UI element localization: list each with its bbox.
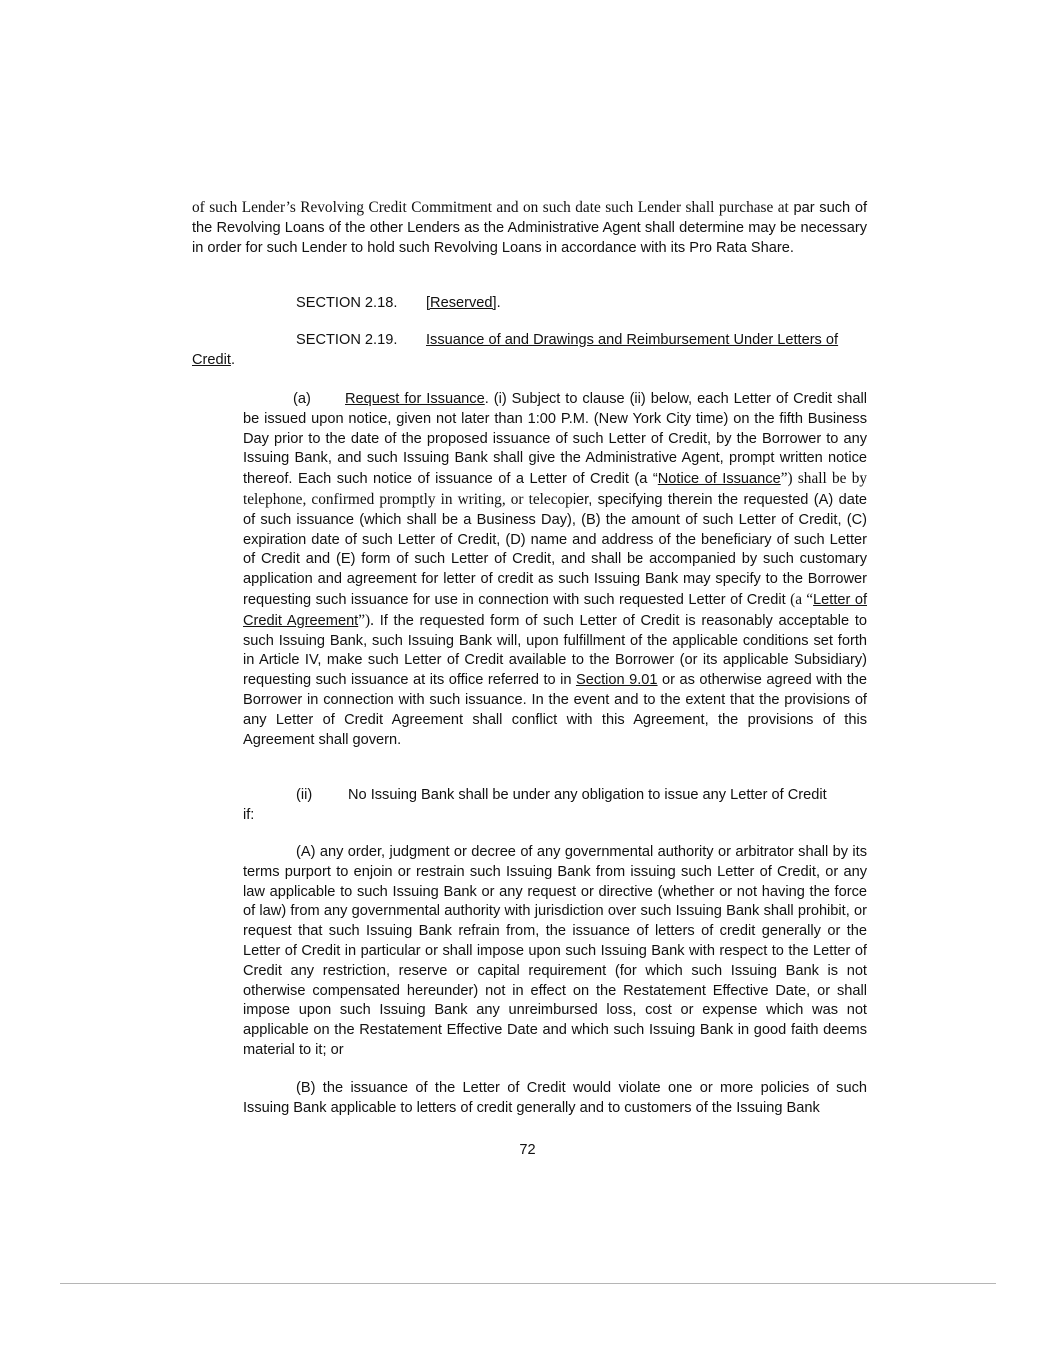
section-2-18-heading: [296, 294, 501, 314]
paragraph-a-text-3: If the requested form of such Letter of Credit is reasonably acceptable to such Issuing Bank, such Issuing Bank will, upon fulfillment of the applicable conditions set forth in Article IV, make such Letter of Credit available to the Borrower (or its applicable Subsidiary) requesting such issuance at its office referred to in: [243, 612, 867, 689]
paragraph-a-serif-open: (a “: [790, 590, 814, 608]
paragraph-ii-text: No Issuing Bank shall be under any obligation to issue any Letter of Credit: [348, 787, 827, 803]
section-2-18-title: [Reserved]: [426, 295, 497, 311]
carryover-serif-text: of such Lender’s Revolving Credit Commitment and on such date such Lender shall purchase at: [192, 199, 789, 216]
page-number: 72: [519, 1142, 536, 1158]
section-9-01-reference[interactable]: Section 9.01: [575, 672, 658, 689]
paragraph-a-text-4: or as otherwise agreed with the Borrower in connection with such issuance. In the event and to the extent that the provisions of any Letter of Credit Agreement shall conflict with this Agreement, the provisions of this Agreement shall govern.: [243, 672, 867, 748]
carryover-text: par such of the Revolving Loans of the other Lenders as the Administrative Agent shall determine may be necessary in order for such Lender to hold such Revolving Loans in accordance with its Pro Rata Share.: [192, 200, 868, 256]
paragraph-a-marker: (a): [293, 391, 311, 407]
quote-open: “: [652, 471, 658, 488]
defined-term-letter-of-credit-agreement: Letter of Credit Agreement: [243, 591, 867, 629]
section-2-19-title-line2: Credit: [192, 352, 231, 368]
paragraph-A: (A) any order, judgment or decree of any governmental authority or arbitrator shall by its terms purport to enjoin or restrain such Issuing Bank from issuing such Letter of Credit, or any law applicable to such Issuing Bank or any request or directive (whether or not having the force of law) from any governmental authority with jurisdiction over such Issuing Bank shall prohibit, or request that such Issuing Bank refrain from, the issuance of letters of credit generally or the Letter of Credit in particular or shall impose upon such Issuing Bank with respect to the Letter of Credit any restriction, reserve or capital requirement (for which such Issuing Bank is not otherwise compensated hereunder) not in effect on the Restatement Effective Date, or shall impose upon such Issuing Bank any unreimbursed loss, cost or expense which was not applicable on the Restatement Effective Date and which such Issuing Bank in good faith deems material to it; or: [243, 844, 867, 1058]
paragraph-a-serif-text: ”) shall be by telephone, confirmed promptly in writing, or telecop: [243, 470, 867, 508]
section-2-18-period: .: [496, 295, 501, 311]
paragraph-a-serif-close: ”).: [358, 611, 374, 629]
paragraph-a-heading: Request for Issuance: [345, 391, 485, 407]
section-2-19-period: .: [230, 352, 235, 368]
carryover-paragraph: [192, 198, 867, 258]
paragraph-ii: [296, 786, 827, 806]
page-divider: [60, 1283, 996, 1284]
paragraph-ii-marker: (ii): [296, 787, 313, 803]
defined-term-notice-of-issuance: Notice of Issuance: [657, 471, 781, 488]
section-2-19-title: Issuance of and Drawings and Reimbursement Under Letters of: [426, 332, 839, 348]
section-2-19-number: SECTION 2.19.: [296, 332, 398, 348]
paragraph-B: (B) the issuance of the Letter of Credit would violate one or more policies of such Issuing Bank applicable to letters of credit generally and to customers of the Issuing Bank: [243, 1080, 867, 1116]
section-2-19-heading: [296, 331, 838, 351]
paragraph-a: [243, 390, 867, 750]
paragraph-a-text-1: . (i) Subject to clause (ii) below, each Letter of Credit shall be issued upon notice, given not later than 1:00 P.M. (New York City time) on the fifth Business Day prior to the date of the proposed issuance of such Letter of Credit, by the Borrower to any Issuing Bank, and such Issuing Bank shall give the Administrative Agent, prompt written notice thereof. Each such notice of issuance of a Letter of Credit (a: [243, 391, 867, 488]
paragraph-ii-continuation: if:: [243, 807, 255, 823]
section-2-18-number: SECTION 2.18.: [296, 295, 398, 311]
section-2-19-title-continued: [192, 351, 235, 371]
paragraph-a-text-2: ier, specifying therein the requested (A) date of such issuance (which shall be a Business Day), (B) the amount of such Letter of Credit, (C) expiration date of such Letter of Credit, (D) name and address of the beneficiary of such Letter of Credit and (E) form of such Letter of Credit, and shall be accompanied by such customary application and agreement for letter of credit as such Issuing Bank may specify to the Borrower requesting such issuance for use in connection with such requested Letter of Credit: [243, 491, 867, 608]
